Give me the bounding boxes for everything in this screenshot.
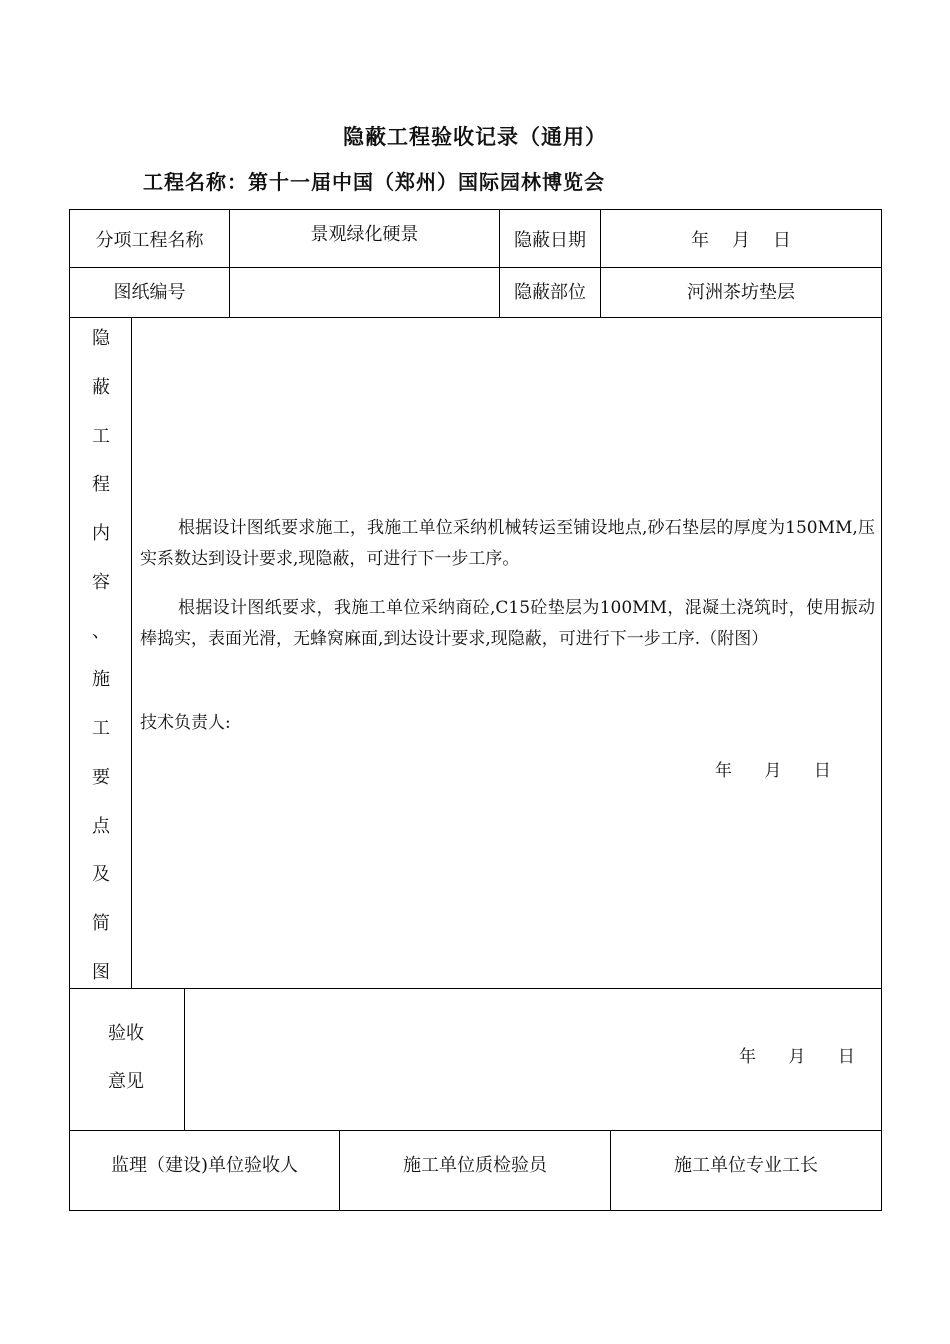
vertical-char: 容 [92, 571, 110, 593]
vertical-char: 要 [92, 766, 110, 788]
vertical-char: 简 [92, 913, 110, 935]
concealed-date-value: 年 月 日 [691, 229, 791, 251]
vertical-char: 内 [92, 523, 110, 545]
vertical-char: 施 [92, 669, 110, 691]
content-paragraph-1: 根据设计图纸要求施工，我施工单位采纳机械转运至铺设地点,砂石垫层的厚度为150MM,压实系数达到设计要求,现隐蔽，可进行下一步工序。 [140, 518, 875, 569]
content-vertical-label [71, 322, 131, 986]
vertical-char: 工 [92, 425, 110, 447]
content-paragraph-2: 根据设计图纸要求，我施工单位采纳商砼,C15砼垫层为100MM，混凝土浇筑时，使用振动棒捣实，表面光滑，无蜂窝麻面,到达设计要求,现隐蔽，可进行下一步工序.（附图） [140, 598, 875, 649]
project-name: 工程名称：第十一届中国（郑州）国际园林博览会 [143, 170, 605, 194]
item-name-value: 景观绿化硬景 [310, 223, 419, 245]
foreman-signature-label: 施工单位专业工长 [674, 1155, 818, 1176]
content-date: 年 月 日 [715, 761, 831, 781]
vertical-char: 、 [92, 620, 110, 642]
drawing-number-label: 图纸编号 [113, 281, 186, 303]
acceptance-label-line2: 意见 [108, 1071, 144, 1092]
supervisor-signature-label: 监理（建设)单位验收人 [110, 1155, 299, 1176]
vertical-char: 蔽 [92, 376, 110, 398]
vertical-char: 图 [92, 961, 110, 983]
vertical-char: 及 [92, 864, 110, 886]
drawing-number-value [230, 268, 499, 317]
item-name-label: 分项工程名称 [95, 229, 204, 251]
concealed-date-label: 隐蔽日期 [514, 229, 586, 251]
acceptance-date: 年 月 日 [739, 1047, 855, 1067]
concealed-location-value: 河洲茶坊垫层 [687, 281, 795, 303]
vertical-char: 点 [92, 815, 110, 837]
tech-lead-label: 技术负责人: [140, 713, 231, 733]
vertical-char: 隐 [92, 328, 110, 349]
vertical-char: 程 [92, 474, 110, 496]
document-title: 隐蔽工程验收记录（通用） [343, 124, 607, 149]
inspector-signature-label: 施工单位质检验员 [403, 1155, 547, 1176]
vertical-char: 工 [92, 718, 110, 740]
concealed-location-label: 隐蔽部位 [514, 281, 586, 303]
acceptance-label-line1: 验收 [108, 1023, 144, 1044]
